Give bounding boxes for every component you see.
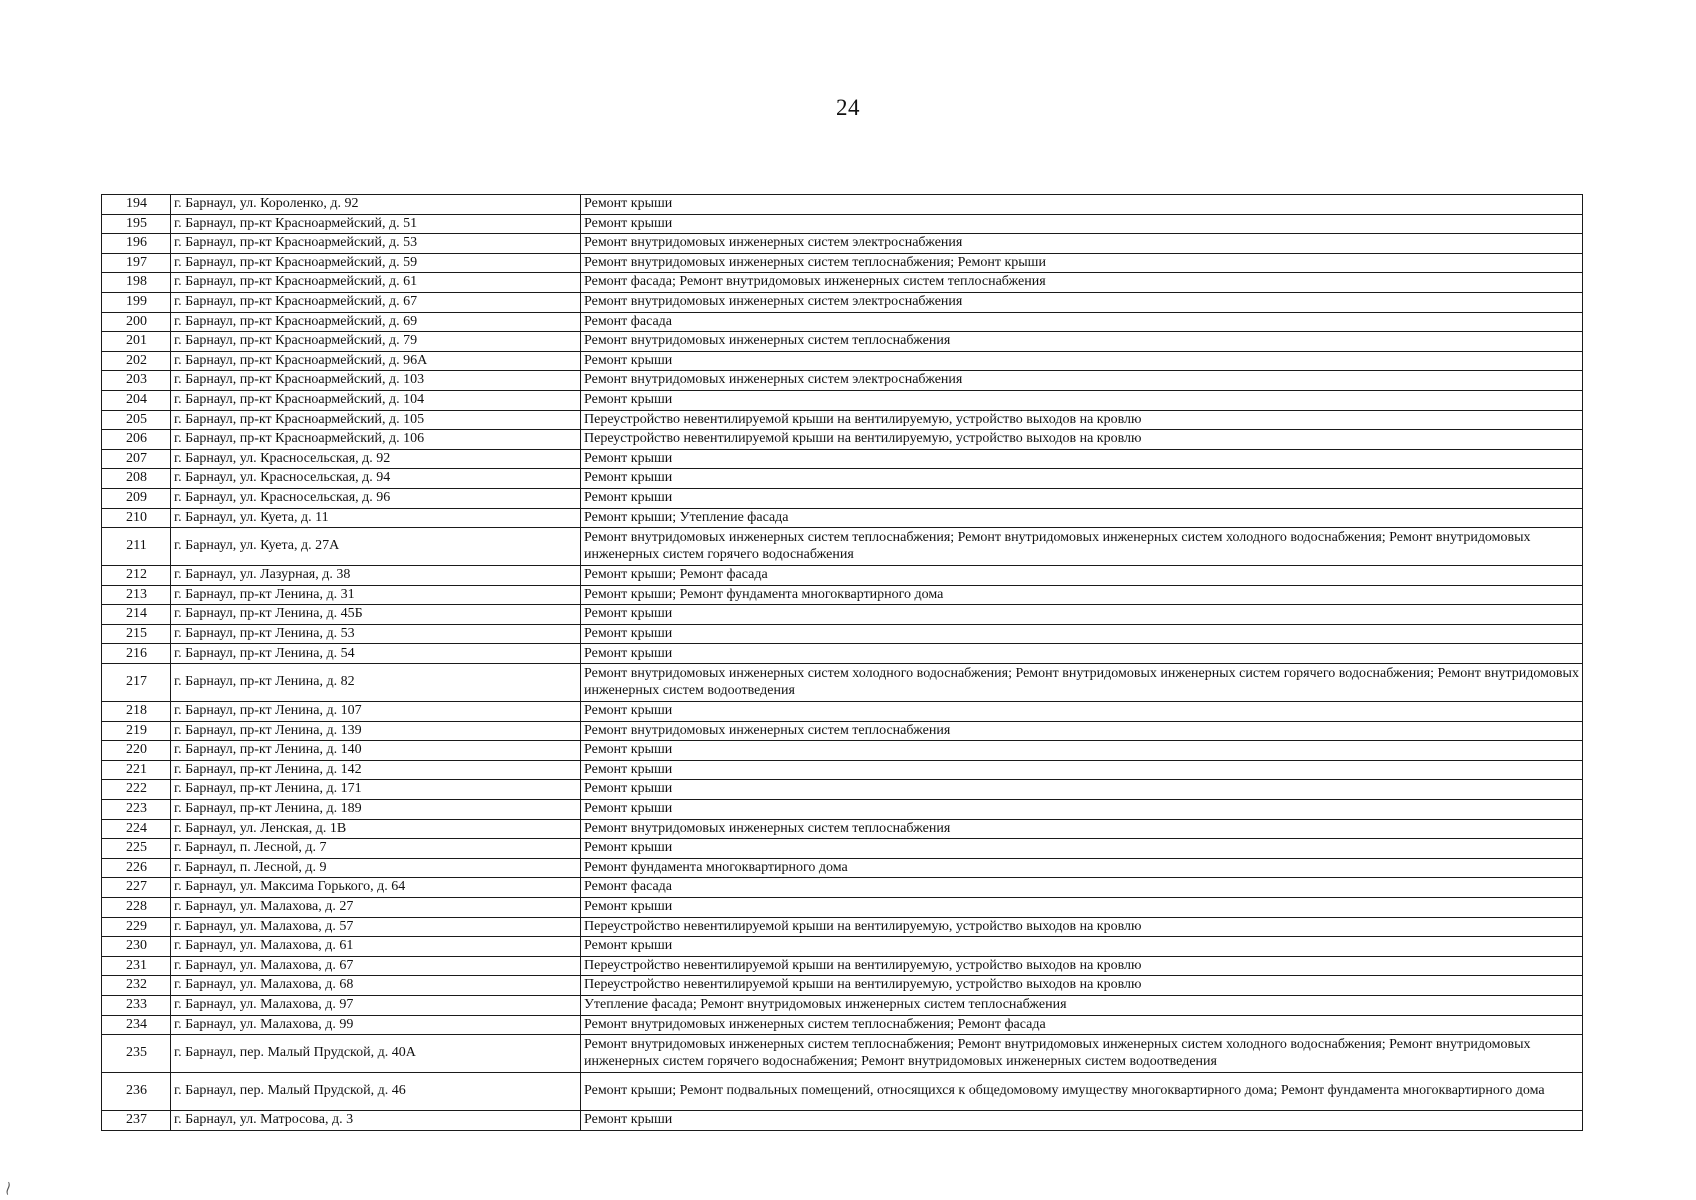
table-row xyxy=(102,995,1583,1015)
table-row xyxy=(102,585,1583,605)
row-work-type: Переустройство невентилируемой крыши на вентилируемую, устройство выходов на кровлю xyxy=(581,410,1583,430)
table-row xyxy=(102,1015,1583,1035)
row-number: 210 xyxy=(102,508,171,528)
row-number: 196 xyxy=(102,234,171,254)
table-row xyxy=(102,878,1583,898)
row-work-type: Ремонт крыши xyxy=(581,839,1583,859)
row-number: 230 xyxy=(102,937,171,957)
row-address: г. Барнаул, ул. Красносельская, д. 96 xyxy=(171,488,581,508)
table-row xyxy=(102,917,1583,937)
table-row xyxy=(102,195,1583,215)
table-row xyxy=(102,488,1583,508)
table-row xyxy=(102,312,1583,332)
row-number: 208 xyxy=(102,469,171,489)
table-row xyxy=(102,956,1583,976)
row-address: г. Барнаул, пр-кт Красноармейский, д. 59 xyxy=(171,253,581,273)
row-number: 203 xyxy=(102,371,171,391)
row-address: г. Барнаул, пр-кт Красноармейский, д. 106 xyxy=(171,430,581,450)
row-work-type: Ремонт крыши xyxy=(581,624,1583,644)
row-address: г. Барнаул, пр-кт Ленина, д. 139 xyxy=(171,721,581,741)
row-address: г. Барнаул, пер. Малый Прудской, д. 40А xyxy=(171,1035,581,1073)
table-row xyxy=(102,1073,1583,1111)
table-row xyxy=(102,780,1583,800)
row-number: 232 xyxy=(102,976,171,996)
row-number: 226 xyxy=(102,858,171,878)
row-work-type: Ремонт крыши; Ремонт фундамента многоквартирного дома xyxy=(581,585,1583,605)
table-row xyxy=(102,430,1583,450)
row-number: 204 xyxy=(102,390,171,410)
row-work-type: Утепление фасада; Ремонт внутридомовых инженерных систем теплоснабжения xyxy=(581,995,1583,1015)
row-number: 234 xyxy=(102,1015,171,1035)
row-work-type: Ремонт крыши xyxy=(581,800,1583,820)
row-work-type: Ремонт внутридомовых инженерных систем теплоснабжения; Ремонт крыши xyxy=(581,253,1583,273)
table-row xyxy=(102,760,1583,780)
table-row xyxy=(102,721,1583,741)
row-work-type: Ремонт крыши; Ремонт фасада xyxy=(581,566,1583,586)
row-work-type: Ремонт крыши xyxy=(581,937,1583,957)
table-row xyxy=(102,624,1583,644)
row-address: г. Барнаул, пр-кт Ленина, д. 45Б xyxy=(171,605,581,625)
table-row xyxy=(102,390,1583,410)
row-address: г. Барнаул, ул. Куета, д. 27А xyxy=(171,528,581,566)
row-number: 218 xyxy=(102,702,171,722)
row-address: г. Барнаул, пр-кт Красноармейский, д. 103 xyxy=(171,371,581,391)
row-work-type: Ремонт крыши xyxy=(581,214,1583,234)
row-number: 214 xyxy=(102,605,171,625)
row-address: г. Барнаул, ул. Максима Горького, д. 64 xyxy=(171,878,581,898)
row-work-type: Ремонт крыши; Утепление фасада xyxy=(581,508,1583,528)
row-address: г. Барнаул, пр-кт Красноармейский, д. 105 xyxy=(171,410,581,430)
row-address: г. Барнаул, пр-кт Ленина, д. 31 xyxy=(171,585,581,605)
row-number: 231 xyxy=(102,956,171,976)
table-row xyxy=(102,976,1583,996)
row-work-type: Ремонт крыши; Ремонт подвальных помещений, относящихся к общедомовому имуществу многоквартирного дома; Ремонт фундамента многоквартирного дома xyxy=(581,1073,1583,1111)
row-number: 237 xyxy=(102,1111,171,1131)
row-address: г. Барнаул, п. Лесной, д. 9 xyxy=(171,858,581,878)
table-row xyxy=(102,1111,1583,1131)
row-number: 213 xyxy=(102,585,171,605)
row-address: г. Барнаул, ул. Малахова, д. 68 xyxy=(171,976,581,996)
row-work-type: Переустройство невентилируемой крыши на вентилируемую, устройство выходов на кровлю xyxy=(581,917,1583,937)
row-number: 224 xyxy=(102,819,171,839)
row-address: г. Барнаул, ул. Красносельская, д. 94 xyxy=(171,469,581,489)
row-number: 195 xyxy=(102,214,171,234)
row-address: г. Барнаул, пр-кт Красноармейский, д. 67 xyxy=(171,292,581,312)
table-row xyxy=(102,605,1583,625)
table-row xyxy=(102,664,1583,702)
row-work-type: Ремонт крыши xyxy=(581,702,1583,722)
table-row xyxy=(102,839,1583,859)
row-work-type: Ремонт крыши xyxy=(581,488,1583,508)
row-work-type: Ремонт внутридомовых инженерных систем теплоснабжения xyxy=(581,332,1583,352)
row-work-type: Ремонт крыши xyxy=(581,780,1583,800)
row-work-type: Переустройство невентилируемой крыши на вентилируемую, устройство выходов на кровлю xyxy=(581,956,1583,976)
row-address: г. Барнаул, ул. Матросова, д. 3 xyxy=(171,1111,581,1131)
row-work-type: Ремонт фундамента многоквартирного дома xyxy=(581,858,1583,878)
row-address: г. Барнаул, пр-кт Красноармейский, д. 51 xyxy=(171,214,581,234)
table-row xyxy=(102,937,1583,957)
row-work-type: Ремонт внутридомовых инженерных систем электроснабжения xyxy=(581,371,1583,391)
row-address: г. Барнаул, пр-кт Ленина, д. 53 xyxy=(171,624,581,644)
row-work-type: Ремонт внутридомовых инженерных систем теплоснабжения xyxy=(581,721,1583,741)
row-number: 201 xyxy=(102,332,171,352)
row-number: 216 xyxy=(102,644,171,664)
row-address: г. Барнаул, пр-кт Красноармейский, д. 61 xyxy=(171,273,581,293)
row-work-type: Переустройство невентилируемой крыши на вентилируемую, устройство выходов на кровлю xyxy=(581,430,1583,450)
row-address: г. Барнаул, пр-кт Ленина, д. 107 xyxy=(171,702,581,722)
row-address: г. Барнаул, ул. Малахова, д. 67 xyxy=(171,956,581,976)
table-row xyxy=(102,449,1583,469)
table-row xyxy=(102,858,1583,878)
row-work-type: Ремонт крыши xyxy=(581,390,1583,410)
row-address: г. Барнаул, пр-кт Ленина, д. 189 xyxy=(171,800,581,820)
row-number: 209 xyxy=(102,488,171,508)
row-address: г. Барнаул, пр-кт Ленина, д. 140 xyxy=(171,741,581,761)
table-row xyxy=(102,351,1583,371)
table-row xyxy=(102,800,1583,820)
row-number: 222 xyxy=(102,780,171,800)
row-work-type: Ремонт внутридомовых инженерных систем теплоснабжения; Ремонт внутридомовых инженерных систем холодного водоснабжения; Ремонт внутридомовых инженерных систем горячего водоснабжения xyxy=(581,528,1583,566)
row-work-type: Ремонт внутридомовых инженерных систем теплоснабжения xyxy=(581,819,1583,839)
row-number: 229 xyxy=(102,917,171,937)
row-address: г. Барнаул, пр-кт Красноармейский, д. 53 xyxy=(171,234,581,254)
row-work-type: Ремонт крыши xyxy=(581,605,1583,625)
table-row xyxy=(102,644,1583,664)
table-row xyxy=(102,332,1583,352)
row-work-type: Ремонт фасада xyxy=(581,878,1583,898)
table-row xyxy=(102,273,1583,293)
row-number: 235 xyxy=(102,1035,171,1073)
row-number: 200 xyxy=(102,312,171,332)
row-number: 227 xyxy=(102,878,171,898)
table-row xyxy=(102,566,1583,586)
row-address: г. Барнаул, ул. Куета, д. 11 xyxy=(171,508,581,528)
table-row xyxy=(102,898,1583,918)
row-number: 207 xyxy=(102,449,171,469)
page-number: 24 xyxy=(836,95,860,120)
row-number: 197 xyxy=(102,253,171,273)
row-address: г. Барнаул, пр-кт Ленина, д. 54 xyxy=(171,644,581,664)
table-row xyxy=(102,508,1583,528)
table-row xyxy=(102,214,1583,234)
row-work-type: Ремонт крыши xyxy=(581,898,1583,918)
row-work-type: Ремонт крыши xyxy=(581,741,1583,761)
row-address: г. Барнаул, ул. Малахова, д. 61 xyxy=(171,937,581,957)
row-number: 228 xyxy=(102,898,171,918)
row-address: г. Барнаул, пер. Малый Прудской, д. 46 xyxy=(171,1073,581,1111)
row-number: 233 xyxy=(102,995,171,1015)
row-work-type: Ремонт крыши xyxy=(581,449,1583,469)
repair-works-table xyxy=(101,194,1583,1131)
row-address: г. Барнаул, пр-кт Ленина, д. 142 xyxy=(171,760,581,780)
row-work-type: Ремонт внутридомовых инженерных систем теплоснабжения; Ремонт внутридомовых инженерных систем холодного водоснабжения; Ремонт внутридомовых инженерных систем горячего водоснабжения; Ремонт внутридомовых инженерных систем водоотведения xyxy=(581,1035,1583,1073)
row-address: г. Барнаул, ул. Короленко, д. 92 xyxy=(171,195,581,215)
row-address: г. Барнаул, ул. Малахова, д. 97 xyxy=(171,995,581,1015)
row-address: г. Барнаул, ул. Красносельская, д. 92 xyxy=(171,449,581,469)
row-address: г. Барнаул, пр-кт Красноармейский, д. 104 xyxy=(171,390,581,410)
margin-scribble: ⁓ xyxy=(0,1180,18,1197)
row-work-type: Переустройство невентилируемой крыши на вентилируемую, устройство выходов на кровлю xyxy=(581,976,1583,996)
row-address: г. Барнаул, ул. Лазурная, д. 38 xyxy=(171,566,581,586)
row-work-type: Ремонт крыши xyxy=(581,469,1583,489)
row-number: 202 xyxy=(102,351,171,371)
row-work-type: Ремонт внутридомовых инженерных систем холодного водоснабжения; Ремонт внутридомовых инженерных систем горячего водоснабжения; Ремонт внутридомовых инженерных систем водоотведения xyxy=(581,664,1583,702)
row-work-type: Ремонт внутридомовых инженерных систем электроснабжения xyxy=(581,234,1583,254)
row-address: г. Барнаул, ул. Малахова, д. 57 xyxy=(171,917,581,937)
row-address: г. Барнаул, п. Лесной, д. 7 xyxy=(171,839,581,859)
row-address: г. Барнаул, пр-кт Красноармейский, д. 69 xyxy=(171,312,581,332)
row-address: г. Барнаул, пр-кт Ленина, д. 171 xyxy=(171,780,581,800)
row-address: г. Барнаул, ул. Ленская, д. 1В xyxy=(171,819,581,839)
row-number: 223 xyxy=(102,800,171,820)
row-work-type: Ремонт внутридомовых инженерных систем теплоснабжения; Ремонт фасада xyxy=(581,1015,1583,1035)
row-number: 211 xyxy=(102,528,171,566)
row-number: 217 xyxy=(102,664,171,702)
row-work-type: Ремонт внутридомовых инженерных систем электроснабжения xyxy=(581,292,1583,312)
row-address: г. Барнаул, пр-кт Ленина, д. 82 xyxy=(171,664,581,702)
row-address: г. Барнаул, ул. Малахова, д. 27 xyxy=(171,898,581,918)
row-work-type: Ремонт крыши xyxy=(581,760,1583,780)
row-work-type: Ремонт крыши xyxy=(581,644,1583,664)
row-number: 225 xyxy=(102,839,171,859)
table-row xyxy=(102,741,1583,761)
row-work-type: Ремонт крыши xyxy=(581,195,1583,215)
row-address: г. Барнаул, ул. Малахова, д. 99 xyxy=(171,1015,581,1035)
table-row xyxy=(102,292,1583,312)
row-number: 212 xyxy=(102,566,171,586)
row-number: 198 xyxy=(102,273,171,293)
row-number: 199 xyxy=(102,292,171,312)
row-number: 215 xyxy=(102,624,171,644)
table-row xyxy=(102,253,1583,273)
row-number: 221 xyxy=(102,760,171,780)
row-work-type: Ремонт крыши xyxy=(581,1111,1583,1131)
row-work-type: Ремонт фасада; Ремонт внутридомовых инженерных систем теплоснабжения xyxy=(581,273,1583,293)
row-address: г. Барнаул, пр-кт Красноармейский, д. 79 xyxy=(171,332,581,352)
table-row xyxy=(102,469,1583,489)
table-row xyxy=(102,234,1583,254)
table-body xyxy=(102,195,1583,1131)
row-number: 206 xyxy=(102,430,171,450)
row-work-type: Ремонт фасада xyxy=(581,312,1583,332)
row-address: г. Барнаул, пр-кт Красноармейский, д. 96А xyxy=(171,351,581,371)
row-number: 205 xyxy=(102,410,171,430)
table-row xyxy=(102,410,1583,430)
table-row xyxy=(102,819,1583,839)
row-work-type: Ремонт крыши xyxy=(581,351,1583,371)
table-row xyxy=(102,371,1583,391)
row-number: 220 xyxy=(102,741,171,761)
table-row xyxy=(102,702,1583,722)
table-row xyxy=(102,528,1583,566)
row-number: 194 xyxy=(102,195,171,215)
table-row xyxy=(102,1035,1583,1073)
row-number: 236 xyxy=(102,1073,171,1111)
row-number: 219 xyxy=(102,721,171,741)
